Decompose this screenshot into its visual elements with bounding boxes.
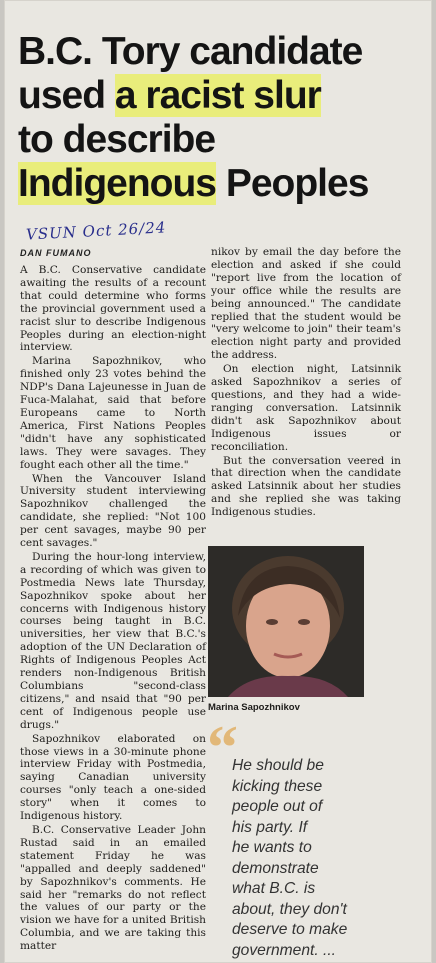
headline-line-2-pre: used [18,74,115,117]
paragraph: During the hour-long interview, a recording of which was given to Postmedia News late Thursday, Sapozhnikov spoke about her concerns with Indigenous history courses being taught in B.C. universities, her view that B.C.'s adoption of the UN Declaration of Rights of Indigenous Peoples Act renders non-Indigenous British Columbians "second-class citizens," and nsaid that "90 per cent of Indigenous people use drugs." [20,550,206,731]
paragraph: But the conversation veered in that direction when the candidate asked Latsinnik about her studies and she replied she was taking Indigenous studies. [211,454,401,519]
handwritten-date: VSUN Oct 26/24 [25,218,167,244]
highlighted-word-indigenous: Indigenous [18,162,216,205]
pull-quote-line: he wants to [232,839,312,856]
newspaper-clipping [4,0,432,963]
headline-line-4 [18,162,418,206]
paragraph: When the Vancouver Island University student interviewing Sapozhnikov challenged the candidate, she replied: "Not 100 per cent savages, maybe 90 per cent savages." [20,472,206,550]
portrait-illustration [208,546,364,697]
byline: DAN FUMANO [20,248,92,258]
article-column-1 [20,264,206,954]
photo-caption: Marina Sapozhnikov [208,702,300,713]
headline-line-3: to describe [18,118,216,161]
article-column-2 [211,246,401,520]
pull-quote [232,756,372,961]
pull-quote-line: demonstrate [232,859,319,877]
highlighted-phrase-racist-slur: a racist slur [114,74,321,117]
portrait-photo [208,546,364,697]
paragraph: On election night, Latsinnik asked Sapozhnikov a series of questions, and they had a wide-ranging conversation. Latsinnik didn't ask Sapozhnikov about Indigenous issues or reconciliation. [211,363,401,453]
headline-line-4-post: Peoples [216,162,369,205]
pull-quote-line: what B.C. is [232,880,316,897]
headline [18,30,418,206]
paragraph: Sapozhnikov elaborated on those views in a 30-minute phone interview Friday with Postmedia, saying Canadian university courses "only teach a one-sided story" when it comes to Indigenous history. [20,732,206,823]
pull-quote-line: He should be [232,757,324,774]
headline-line-2 [18,74,418,118]
headline-line-1: B.C. Tory candidate [18,30,363,73]
pull-quote-line: about, they don't [232,900,347,918]
paragraph: nikov by email the day before the election and asked if she could "report live from the location of your office while the results are being announced." The candidate replied that the student would be "very welcome to join" their team's election night party and provided the address. [211,246,401,362]
pull-quote-line: kicking these [232,777,323,795]
paragraph: B.C. Conservative Leader John Rustad said in an emailed statement Friday he was "appalled and deeply saddened" by Sapozhnikov's comments. He said her "remarks do not reflect the values of our party or the vision we have for a united British Columbia, and we are taking this matter [20,823,206,953]
paragraph: Marina Sapozhnikov, who finished only 23 votes behind the NDP's Dana Lajeunesse in Juan de Fuca-Malahat, said that before Europeans came to North America, First Nations Peoples "didn't have any sophisticated laws. They were savages. They fought each other all the time." [20,355,206,471]
pull-quote-line: people out of [232,798,323,815]
pull-quote-line: his party. If [232,818,308,836]
quote-mark-icon: “ [207,714,238,782]
paragraph: A B.C. Conservative candidate awaiting the results of a recount that could determine who forms the provincial government used a racist slur to describe Indigenous Peoples during an election-night interview. [20,264,206,354]
pull-quote-line: government. ... [232,941,337,959]
pull-quote-line: deserve to make [232,921,348,938]
